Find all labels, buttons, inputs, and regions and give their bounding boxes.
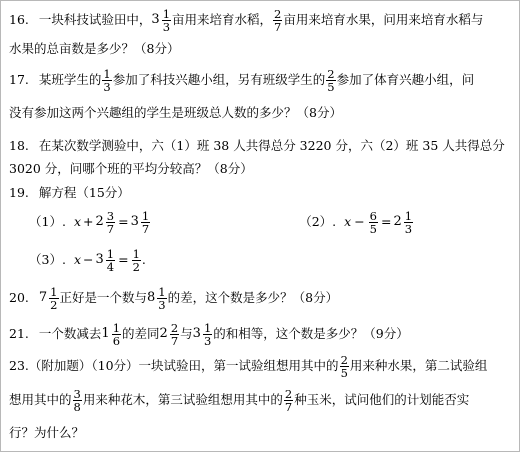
numerator: 1 xyxy=(203,320,212,335)
numerator: 2 xyxy=(274,6,282,21)
denominator: 5 xyxy=(340,365,348,380)
question-19-number: 19. xyxy=(9,185,29,200)
equation-1-label: （1）. xyxy=(29,214,66,229)
denominator: 7 xyxy=(274,19,282,34)
mixed-number xyxy=(160,322,181,347)
equals-sign: = xyxy=(118,252,129,267)
equation-2 xyxy=(299,210,414,235)
fraction xyxy=(284,388,293,413)
period: . xyxy=(141,252,146,267)
question-19-equations-row-2 xyxy=(9,245,513,275)
fraction xyxy=(340,354,349,379)
fraction xyxy=(170,322,179,347)
equation-1 xyxy=(29,210,151,235)
question-23-text-c: 想用其中的 xyxy=(9,392,72,407)
mixed-number xyxy=(393,210,414,235)
mixed-whole: 3 xyxy=(95,252,104,267)
question-18-line-2: 3020 分，问哪个班的平均分较高？（8分） xyxy=(9,161,253,176)
mixed-number xyxy=(147,286,168,311)
fraction xyxy=(73,388,82,413)
question-23-line-3: 行？为什么？ xyxy=(9,425,85,440)
fraction xyxy=(106,210,115,235)
denominator: 5 xyxy=(327,79,335,94)
fraction xyxy=(203,322,212,347)
fraction xyxy=(132,248,141,273)
variable-x: x xyxy=(73,214,81,229)
denominator: 2 xyxy=(132,259,140,274)
mixed-whole: 2 xyxy=(159,326,168,341)
fraction xyxy=(141,210,150,235)
numerator: 3 xyxy=(73,386,81,401)
mixed-number xyxy=(193,322,214,347)
question-23-line-1 xyxy=(9,351,513,381)
question-16-mixed-number xyxy=(151,8,172,33)
question-23-text-a: （附加题）（10分）一块试验田，第一试验组想用其中的 xyxy=(28,358,339,373)
question-21-number: 21. xyxy=(9,326,29,341)
mixed-whole: 3 xyxy=(192,326,201,341)
mixed-number xyxy=(39,286,60,311)
numerator: 1 xyxy=(158,284,166,299)
question-23-text-b: 用来种水果，第二试验组 xyxy=(349,358,488,373)
equals-sign: = xyxy=(381,214,392,229)
question-21-text-c: 与 xyxy=(180,326,193,341)
question-21-text-d: 的和相等，这个数是多少？（9分） xyxy=(213,326,409,341)
mixed-whole: 7 xyxy=(38,290,48,305)
question-18-number: 18. xyxy=(9,138,29,153)
question-17-text-a: 某班学生的 xyxy=(38,72,102,87)
numerator: 1 xyxy=(50,284,58,299)
numerator: 2 xyxy=(327,66,335,81)
numerator: 2 xyxy=(340,352,348,367)
equals-sign: = xyxy=(118,214,129,229)
mixed-whole: 2 xyxy=(393,214,402,229)
question-17-number: 17. xyxy=(9,72,29,87)
denominator: 3 xyxy=(404,221,413,236)
question-23-line-2 xyxy=(9,385,513,415)
numerator: 2 xyxy=(170,320,179,335)
question-21-line xyxy=(9,319,513,349)
question-17-fraction-a xyxy=(102,68,111,93)
question-17-text-b: 参加了科技兴趣小组，另有班级学生的 xyxy=(112,72,326,87)
question-20-text-a: 正好是一个数与 xyxy=(59,290,148,305)
fraction xyxy=(106,248,115,273)
question-23-text-d: 用来种花木，第三试验组想用其中的 xyxy=(82,392,283,407)
denominator: 3 xyxy=(203,333,212,348)
question-16-line-1 xyxy=(9,7,513,33)
numerator: 1 xyxy=(132,246,140,261)
mixed-whole: 2 xyxy=(95,214,104,229)
question-18-text: 在某次数学测验中，六（1）班 38 人共得总分 3220 分，六（2）班 35 人共得总分 xyxy=(38,138,505,153)
question-20-text-b: 的差，这个数是多少？（8分） xyxy=(167,290,339,305)
numerator: 2 xyxy=(284,386,293,401)
denominator: 3 xyxy=(162,19,171,34)
numerator: 1 xyxy=(112,320,121,335)
denominator: 3 xyxy=(158,297,166,312)
fraction xyxy=(157,286,166,311)
question-19-line-1 xyxy=(9,185,513,201)
question-20-line xyxy=(9,283,513,313)
operator: − xyxy=(83,252,94,267)
denominator: 7 xyxy=(106,221,115,236)
numerator: 1 xyxy=(103,66,111,81)
variable-x: x xyxy=(73,252,81,267)
denominator: 2 xyxy=(50,297,58,312)
question-16-number: 16. xyxy=(9,12,29,27)
operator: − xyxy=(354,214,365,229)
question-19-equations-row-1 xyxy=(9,207,513,237)
equation-2-label: （2）. xyxy=(299,214,337,229)
mixed-whole: 8 xyxy=(147,290,156,305)
denominator: 7 xyxy=(141,221,150,236)
denominator: 3 xyxy=(103,79,111,94)
question-21-text-b: 的差同 xyxy=(122,326,160,341)
question-17-line-1 xyxy=(9,65,513,95)
question-16-text-b: 亩用来培育水稻， xyxy=(172,12,273,27)
question-17-fraction-b xyxy=(326,68,335,93)
denominator: 5 xyxy=(369,221,377,236)
mixed-whole: 3 xyxy=(151,12,160,27)
denominator: 4 xyxy=(106,259,115,274)
question-16-fraction xyxy=(273,8,282,33)
numerator: 1 xyxy=(141,208,150,223)
question-17-line-2: 没有参加这两个兴趣组的学生是班级总人数的多少？（8分） xyxy=(9,105,342,120)
operator: + xyxy=(83,214,94,229)
mixed-number xyxy=(95,210,116,235)
question-16-line-2: 水果的总亩数是多少？（8分） xyxy=(9,41,180,56)
question-16-text-c: 亩用来培育水果，问用来培育水稻与 xyxy=(283,12,484,27)
question-23-number: 23. xyxy=(9,358,29,373)
fraction xyxy=(369,210,378,235)
denominator: 8 xyxy=(73,399,81,414)
numerator: 6 xyxy=(369,208,377,223)
mixed-whole: 1 xyxy=(101,326,110,341)
mixed-whole: 3 xyxy=(130,214,139,229)
numerator: 1 xyxy=(404,208,413,223)
question-21-text-a: 一个数减去 xyxy=(38,326,102,341)
denominator: 7 xyxy=(284,399,293,414)
mixed-number xyxy=(95,248,116,273)
question-23-text-e: 种玉米，试问他们的计划能否实 xyxy=(294,392,470,407)
fraction xyxy=(404,210,413,235)
denominator: 7 xyxy=(170,333,179,348)
equation-3-label: （3）. xyxy=(29,252,66,267)
question-17-text-c: 参加了体育兴趣小组，问 xyxy=(336,72,475,87)
numerator: 1 xyxy=(162,6,171,21)
question-20-number: 20. xyxy=(9,290,29,305)
question-19-title: 解方程（15分） xyxy=(38,185,130,200)
mixed-number xyxy=(101,322,122,347)
question-16-text-a: 一块科技试验田中， xyxy=(38,12,152,27)
equation-3 xyxy=(29,248,146,273)
question-18-line-1 xyxy=(9,138,513,154)
numerator: 3 xyxy=(106,208,115,223)
denominator: 6 xyxy=(112,333,121,348)
fraction xyxy=(162,8,171,33)
numerator: 1 xyxy=(106,246,115,261)
mixed-number xyxy=(131,210,152,235)
fraction xyxy=(112,322,121,347)
variable-x: x xyxy=(344,214,352,229)
fraction xyxy=(49,286,58,311)
